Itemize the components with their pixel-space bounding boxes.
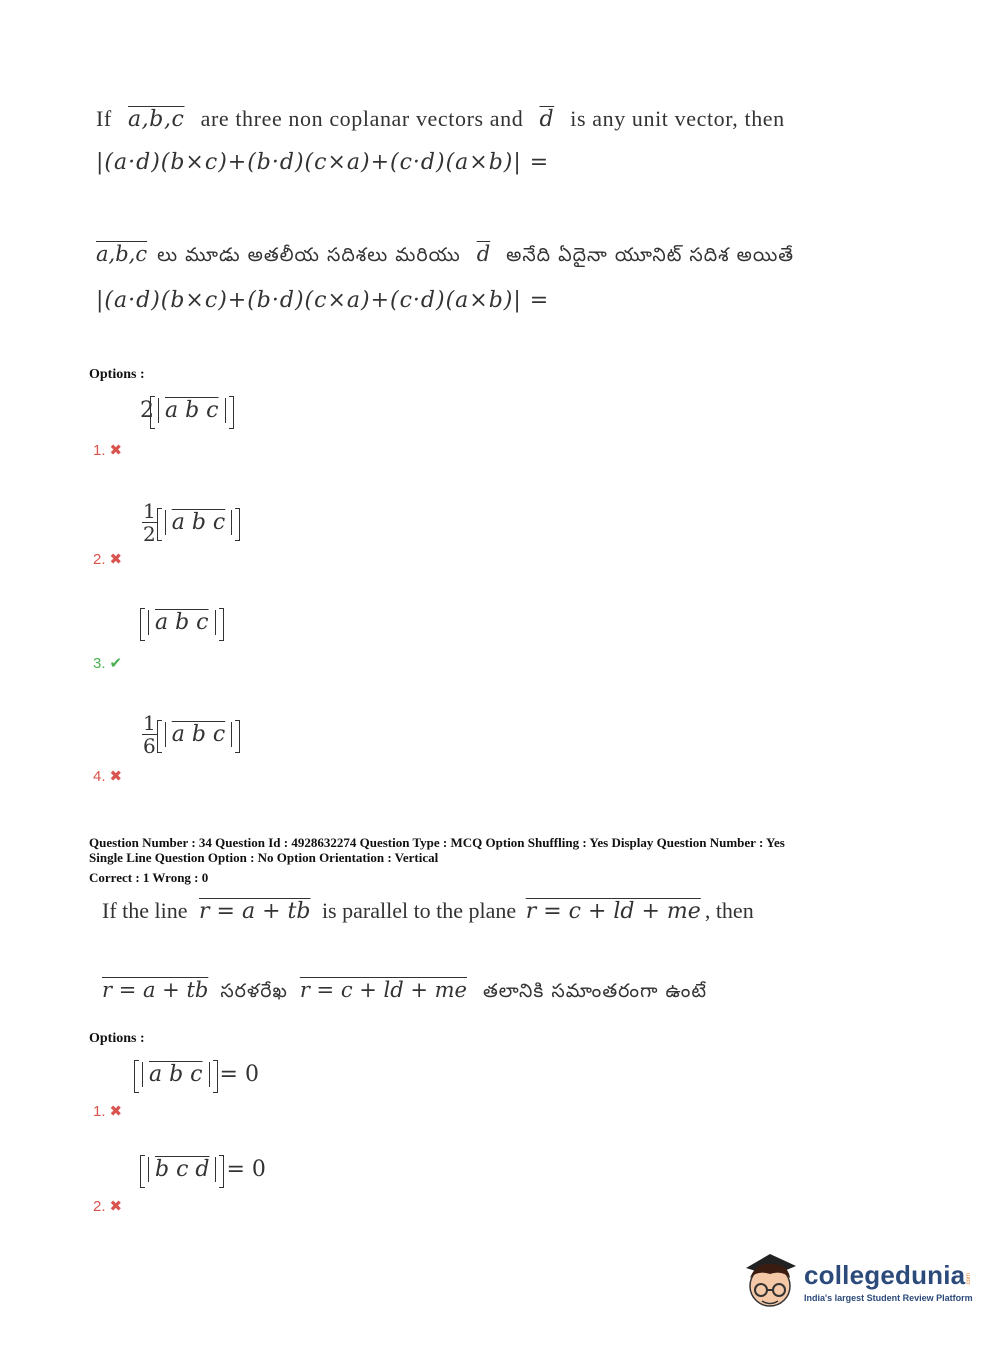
q34-option-1-box: [138, 1062, 214, 1087]
q34-en-a: If the line: [102, 898, 188, 923]
collegedunia-logo[interactable]: [740, 1248, 973, 1314]
q34-option-2-number[interactable]: [89, 1197, 122, 1215]
q33-option-2-content: a b c: [171, 510, 226, 535]
q33-option-2-formula: [142, 500, 236, 545]
q33-option-3-formula: [144, 610, 220, 635]
q33-option-1-number[interactable]: [89, 441, 122, 459]
q34-english-line: [102, 898, 754, 924]
q33-option-4-num: 4.: [93, 768, 106, 785]
q33-option-2-box: [161, 510, 237, 535]
q34-telugu-line: [102, 978, 707, 1007]
q34-en-b: is parallel to the plane: [321, 898, 517, 923]
q34-meta-line-1: Question Number : 34 Question Id : 4928632274 Question Type : MCQ Option Shuffling : Yes Display Question Number : Yes: [89, 835, 785, 850]
mascot-icon: [740, 1248, 800, 1314]
q34-te-a: సరళరేఖ: [220, 980, 288, 1002]
q34-option-2-num: 2.: [93, 1198, 106, 1215]
q33-option-2-fraction: [142, 500, 157, 545]
q33-option-1-coef: 2: [140, 398, 154, 423]
q34-option-1-num: 1.: [93, 1103, 106, 1120]
q34-option-2-content: b c d: [155, 1157, 210, 1182]
q33-vector-d: $\overline{d}$: [539, 107, 555, 132]
q34-meta-line-3: Correct : 1 Wrong : 0: [89, 870, 209, 885]
q34-meta-line-2: Single Line Question Option : No Option Orientation : Vertical: [89, 850, 439, 865]
q33-option-4-denominator: 6: [143, 734, 156, 758]
q33-te-d: $\overline{d}$: [476, 242, 491, 266]
q33-option-3-number[interactable]: [89, 654, 122, 672]
cross-icon: ✖: [109, 768, 123, 785]
q34-option-1-rhs: = 0: [219, 1062, 259, 1087]
q33-option-2-num: 2.: [93, 551, 106, 568]
q33-vectors-abc: a,b,c: [127, 107, 185, 132]
brand-com: .com: [966, 1273, 973, 1287]
q33-option-2-number[interactable]: [89, 550, 122, 568]
q33-option-4-content: a b c: [171, 722, 226, 747]
q34-option-2-box: [144, 1157, 220, 1182]
q34-en-c: , then: [704, 898, 754, 923]
q34-option-1-formula: [138, 1062, 259, 1087]
q33-option-4-number[interactable]: [89, 767, 122, 785]
cross-icon: ✖: [109, 442, 123, 459]
brand-tagline: India's largest Student Review Platform: [804, 1292, 973, 1303]
q34-line-equation: r = a + tb: [199, 899, 311, 924]
cross-icon: ✖: [109, 1103, 123, 1120]
q34-option-2-rhs: = 0: [226, 1157, 266, 1182]
cross-icon: ✖: [109, 1198, 123, 1215]
q33-mid-text: are three non coplanar vectors and: [200, 106, 524, 131]
q33-if-word: If: [96, 106, 112, 131]
q33-option-4-box: [161, 722, 237, 747]
q33-option-2-numerator: 1: [143, 499, 156, 523]
q34-te-line-equation: r = a + tb: [102, 978, 209, 1002]
checkmark-icon: ✔: [109, 655, 123, 672]
cross-icon: ✖: [109, 551, 123, 568]
q33-te-end: అనేది ఏదైనా యూనిట్ సదిశ అయితే: [506, 244, 795, 266]
q33-te-expression: |(a·d)(b×c)+(b·d)(c×a)+(c·d)(a×b)| =: [96, 288, 550, 313]
q33-option-3-num: 3.: [93, 655, 106, 672]
q33-option-4-fraction: [142, 712, 157, 757]
q33-expression: |(a·d)(b×c)+(b·d)(c×a)+(c·d)(a×b)| =: [96, 150, 550, 175]
q33-option-3-box: [144, 610, 220, 635]
q34-te-b: తలానికి సమాంతరంగా ఉంటే: [482, 980, 707, 1002]
brand-name: collegedunia: [804, 1259, 966, 1290]
q33-option-1-box: [154, 398, 230, 423]
q34-plane-equation: r = c + ld + me: [525, 899, 701, 924]
q34-te-plane-equation: r = c + ld + me: [299, 978, 467, 1002]
q34-option-1-content: a b c: [149, 1062, 203, 1087]
q33-option-1-content: a b c: [165, 398, 219, 423]
q33-option-1-formula: [140, 398, 230, 423]
q33-end-text: is any unit vector, then: [570, 106, 785, 131]
q34-option-1-number[interactable]: [89, 1102, 122, 1120]
q33-options-label: Options :: [89, 367, 145, 382]
q33-te-mid: లు మూడు అతలీయ సదిశలు మరియు: [157, 244, 461, 266]
q33-te-vectors: a,b,c: [96, 242, 148, 266]
q33-telugu-line: [96, 242, 794, 271]
q34-option-2-formula: [144, 1157, 266, 1182]
q33-option-4-numerator: 1: [143, 711, 156, 735]
q33-option-1-num: 1.: [93, 442, 106, 459]
q33-english-line: [96, 106, 785, 132]
q33-option-3-content: a b c: [155, 610, 209, 635]
q33-option-2-denominator: 2: [143, 522, 156, 546]
q33-option-4-formula: [142, 712, 236, 757]
q34-options-label: Options :: [89, 1031, 145, 1046]
